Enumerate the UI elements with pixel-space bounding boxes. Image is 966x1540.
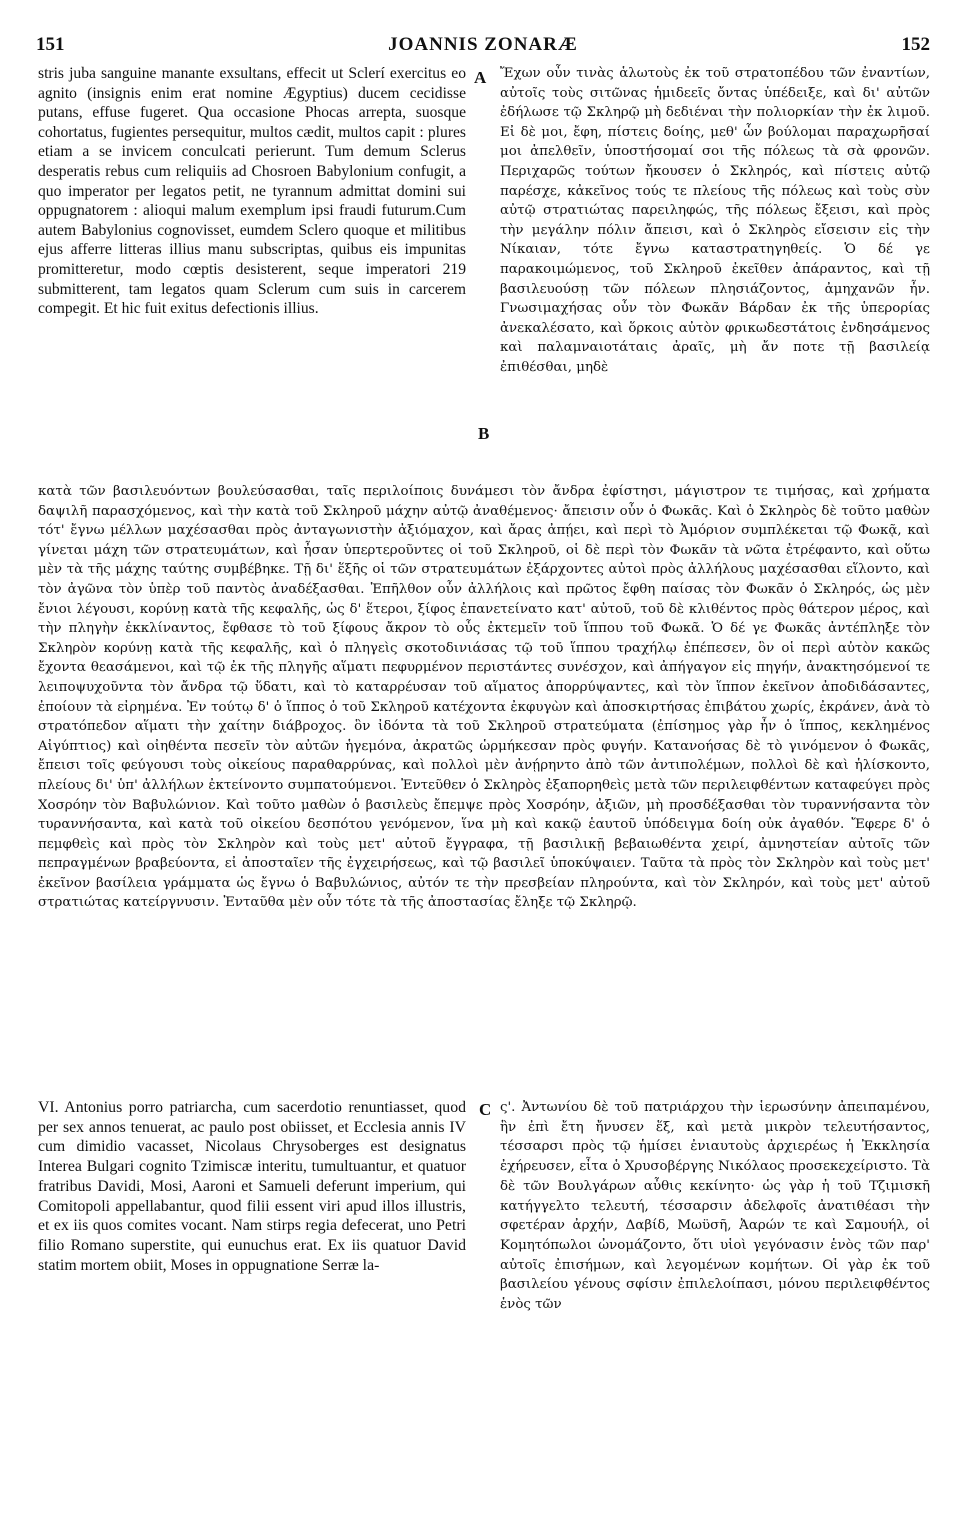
- greek-paragraph-full: κατὰ τῶν βασιλευόντων βουλεύσασθαι, ταῖς περιλοίποις δυνάμεσι τὸν ἄνδρα ἐφίστησι, μάγιστρον τε τιμήσας, καὶ χρήματα δαψιλῆ παρασχόμενος, καὶ τὴν κατὰ τοῦ Σκληροῦ μάχην αὐτῷ ἀναθέμενος· ἄπεισιν οὖν ὁ Φωκᾶς. Καὶ ὁ Σκληρὸς δὲ τοῦτο μαθὼν τότ' ἔγνω μέλλων μαχέσασθαι πρὸς ἀνταγωνιστὴν ἀξιόμαχον, καὶ ἄρας ἀπῄει, καὶ περὶ τὸ Ἀμόριον συμπλέκεται τῷ Φωκᾷ, καὶ γίνεται μάχη τῶν στρατευμάτων, καὶ ἦσαν ὑπερτεροῦντες οἱ τοῦ Σκληροῦ, οἱ δὲ περὶ τὸν Φωκᾶν τὰ νῶτα ἐτρέφαντο, καὶ οὕτω μὲν τὰ τῆς μάχης ταύτης συμβέβηκε. Τῇ δι' ἕξῆς οἱ τῶν στρατευμάτων ἐξάρχοντες αὐτοὶ πρὸς ἀλλήλους μαχέσασθαι εἵλοντο, καὶ τὸν ἀγῶνα τὸν ὑπὲρ τοῦ παντὸς ἀναδέξασθαι. Ἐπῆλθον οὖν ἀλλήλοις καὶ πρῶτος ἔφθη παίσας τὸν Φωκᾶν ὁ Σκληρός, ὡς μὲν ἔνιοι λέγουσι, κορύνῃ κατὰ τῆς κεφαλῆς, ὡς δ' ἕτεροι, ξίφος ἐπανετείνατο κατ' αὐτοῦ, τοῦ δὲ κλιθέντος πρὸς θάτερον μέρος, καὶ τὴν πληγὴν ἐκκλίναντος, ἔφθασε τὸ τοῦ ξίφους ἄκρον τὸ οὖς ἐκτεμεῖν τοῦ ἵππου τοῦ Φωκᾶ. Ὁ δέ γε Φωκᾶς ἀντέπληξε τὸν Σκληρὸν κορύνῃ κατὰ τῆς κεφαλῆς, καὶ ὁ πληγεὶς σκοτοδινιάσας τῷ τοῦ ἵππου τραχήλῳ ἐπέπεσεν, ὃν οἱ περὶ αὐτὸν κακῶς ἔχοντα θεασάμενοι, καὶ τῷ ἐκ τῆς πληγῆς αἵματι πεφυρμένον περιστάντες συνέσχον, καὶ ἀπήγαγον εἰς πηγήν, ἀνακτησόμενοί τε λειποψυχοῦντα τὸν ἄνδρα τῷ ὕδατι, καὶ τὸ καταρρέυσαν τοῦ αἵματος ἀπορρύψαντες, καὶ τὸν ἵππον ἐκεῖνον ἀποδιδάσαντες, ἐποίουν τὰ εἰρημένα. Ἐν τούτῳ δ' ὁ ἵππος ὁ τοῦ Σκληροῦ κατέχοντα ἐκφυγὼν καὶ ἀποσκιρτήσας ἐπιβάτου χωρίς, ἐκράνεν, ἀνὰ τὸ στρατόπεδον αἵματι τὴν χαίτην διάβροχος. ὃν ἰδόντα τὰ τοῦ Σκληροῦ στρατεύματα (ἐπίσημος γὰρ ἦν ὁ ἵππος, κεκλημένος Αἰγύπτιος) καὶ οἰηθέντα πεσεῖν τὸν αὐτῶν ἡγεμόνα, ἀκρατῶς ὡρμήκεσαν πρὸς φυγήν. Κατανοήσας δὲ τὸ γινόμενον ὁ Φωκᾶς, ἔπεισι τοῖς φεύγουσι τοὺς οἰκείους παραθαρρύνας, καὶ πολλοὶ μὲν ἀνῄρηντο ἀπὸ τῶν ἀντιπολέμων, πολλοὶ δὲ καὶ ἡλίσκοντο, πλείους δι' ὑπ' ἀλλήλων ἐκτείνοντο συμπατούμενοι. Ἐντεῦθεν ὁ Σκληρὸς ἐξαπορηθεὶς μετὰ τῶν περιλειφθέντων καταφεύγει πρὸς Χοσρόην τὸν Βαβυλώνιον. Καὶ τοῦτο μαθὼν ὁ βασιλεὺς ἔπεμψε πρὸς Χοσρόην, ἀξιῶν, μὴ προσδέξασθαι τὸν τυραννήσαντα τὸν τυραννήσαντα, καὶ κατὰ τοῦ οἰκείου δεσπότου γενόμενον, ἵνα μὴ καὶ κακῷ ἑαυτοῦ ὑπόδειγμα δοίη οὐκ ἀγαθόν. Ἔφερε δ' ὁ πεμφθεὶς καὶ πρὸς τὸν Σκληρὸν καὶ τοὺς μετ' αὐτοῦ ἔγγραφα, τῇ βασιλικῇ βεβαιωθέντα χειρί, ἀμνηστείαν αὐτοῖς τῶν πεπραγμένων βραβεύοντα, εἰ ἀποσταῖεν τῆς ἐγχειρήσεως, καὶ τῷ βασιλεῖ ὑποκύψαιεν. Ταῦτα τὰ πρὸς τὸν Σκληρὸν καὶ τοὺς μετ' ἐκεῖνον βασίλεια γράμματα ὡς ἔγνω ὁ Βαβυλώνιος, αὐτόν τε τὴν πρεσβείαν πληρούντα, καὶ τὸν Σκληρόν, καὶ τοὺς μετ' αὐτοῦ στρατιώτας κατείργνυσιν. Ἐνταῦθα μὲν οὖν τότε τὰ τῆς ἀποστασίας ἔληξε τῷ Σκληρῷ.: [38, 484, 930, 911]
- margin-marker-a: A: [474, 68, 487, 87]
- latin-column-bottom: [38, 1098, 466, 1275]
- greek-paragraph-top: Ἔχων οὖν τινὰς ἁλωτοὺς ἐκ τοῦ στρατοπέδου τῶν ἐναντίων, αὐτοῖς τοὺς σιτῶνας ἡμιδεεῖς ὄντας ὑπέδειξε, καὶ δι' αὐτῶν ἐδήλωσε τῷ Σκληρῷ μὴ δεδιέναι τὴν πολιορκίαν τὴν ἐκ λιμοῦ. Εἰ δὲ μοι, ἔφη, πίστεις δοίης, μεθ' ὧν βούλομαι παραχωρῆσαί μοι ἀπελθεῖν, ὑποστήσομαί σοι τῆς πόλεως τὰ σὰ φρονῶν. Περιχαρῶς τούτων ἤκουσεν ὁ Σκληρός, καὶ πίστεις αὐτῷ παρέσχε, κἀκεῖνος τούς τε πλείους τῆς πόλεως καὶ τοὺς σὺν αὐτῷ στρατιώτας παρειληφώς, τῆς πόλεως ἔξεισι, καὶ πρὸς τὴν μεγάλην πόλιν ἄπεισι, καὶ ὁ Σκληρὸς εἴσεισιν εἰς τὴν Νίκαιαν, τότε ἔγνω καταστρατηγηθείς. Ὁ δέ γε παρακοιμώμενος, τοῦ Σκληροῦ ἐκεῖθεν ἀπάραντος, καὶ τῇ βασιλευούσῃ τῶν πόλεων πλησιάζοντος, ἀμηχανῶν ἦν. Γνωσιμαχήσας οὖν τὸν Φωκᾶν Βάρδαν ἐκ τῆς ὑπερορίας ἀνεκαλέσατο, καὶ ὅρκοις αὐτὸν φρικωδεστάτοις ἐνδησάμενος καὶ παλαμναιοτάταις ἀραῖς, μὴ ἄν ποτε τῇ βασιλείᾳ ἐπιθέσθαι, μηδὲ: [500, 66, 930, 375]
- page-number-left: 151: [36, 34, 65, 55]
- page-number-right: 152: [901, 34, 930, 55]
- greek-full-width-block: [38, 482, 930, 913]
- greek-paragraph-bottom: ς'. Ἀντωνίου δὲ τοῦ πατριάρχου τὴν ἱερωσύνην ἀπειπαμένου, ἣν ἐπὶ ἔτη ἤνυσεν ἕξ, καὶ μετὰ μικρὸν τελευτήσαντος, τέσσαρσι πρὸς τῷ ἡμίσει ἐνιαυτοὺς ἀρχιερέως ἡ Ἐκκλησία ἐχήρευσεν, εἶτα ὁ Χρυσοβέργης Νικόλαος προσεκεχείριστο. Τὰ δὲ τῶν Βουλγάρων αὖθις κεκίνητο· ὡς γὰρ ἡ τοῦ Τζιμισκῆ κατήγγελτο τελευτή, τέσσαρσιν ἀδελφοῖς ἀνατιθέασι τὴν σφετέραν ἀρχήν, Δαβίδ, Μωϋσῆ, Ἀαρών τε καὶ Σαμουήλ, οἱ Κομητόπωλοι ὠνομάζοντο, ὅτι υἱοὶ γεγόνασιν ἑνὸς τῶν παρ' αὐτοῖς ἐπισήμων, καὶ λεγομένων κομήτων. Οἱ γὰρ ἐκ τοῦ βασιλείου γένους σφίσιν ἐπιλελοίπασι, μόνου περιλειφθέντος ἑνὸς τῶν: [500, 1100, 930, 1313]
- running-head: [36, 34, 930, 56]
- running-title: JOANNIS ZONARÆ: [388, 34, 578, 55]
- greek-column-bottom: [500, 1098, 930, 1315]
- latin-paragraph-bottom: VI. Antonius porro patriarcha, cum sacerdotio renuntiasset, quod per sex annos tenuerat, ac paulo post obiisset, et Ecclesia annis IV cum dimidio vacasset, Nicolaus Chrysoberges est designatus Interea Bulgari cognito Tzimiscæ interitu, tumultuantur, et quatuor fratribus Davidi, Mosi, Aaroni et Samueli deferunt imperium, qui Comitopoli appellabantur, quod filii essent viri apud illos illustris, et ex iis quos comites vocant. Nam stirps regia defecerat, uno Petri filio Romano superstite, qui eunuchus erat. Ex iis quatuor David statim mortem obiit, Moses in oppugnatione Serræ la-: [38, 1099, 466, 1274]
- latin-paragraph-top: stris juba sanguine manante exsultans, effecit ut Sclerí exercitus eo agnito (insignis enim erat nomine Ægyptius) ducem cecidisse putans, effuse fugeret. Qua occasione Phocas arrepta, suosque cohortatus, fugientes persequitur, multos cædit, multos capit : plures etiam a se invicem conculcati perierunt. Tum demum Sclerus desperatis rebus cum reliquiis ad Chosroen Babylonium confugit, a quo imperator per legatos petit, ne tyrannum admittat domini sui oppugnatorem : alioqui malum exemplum ipsi fraudi futurum.Cum autem Babylonius cognovisset, eumdem Sclero quoque et militibus ejus afferre litteras illius manu subscriptas, quibus eis impunitas promitteretur, modo cœptis desisterent, seque imperatori 219 submitterent, tam legatos quam Sclerum cum suis in carcerem compegit. Et hic fuit exitus defectionis illius.: [38, 65, 466, 318]
- margin-marker-b: B: [478, 424, 490, 443]
- latin-column-top: [38, 64, 466, 319]
- margin-marker-c: C: [479, 1100, 492, 1119]
- greek-column-top: [500, 64, 930, 378]
